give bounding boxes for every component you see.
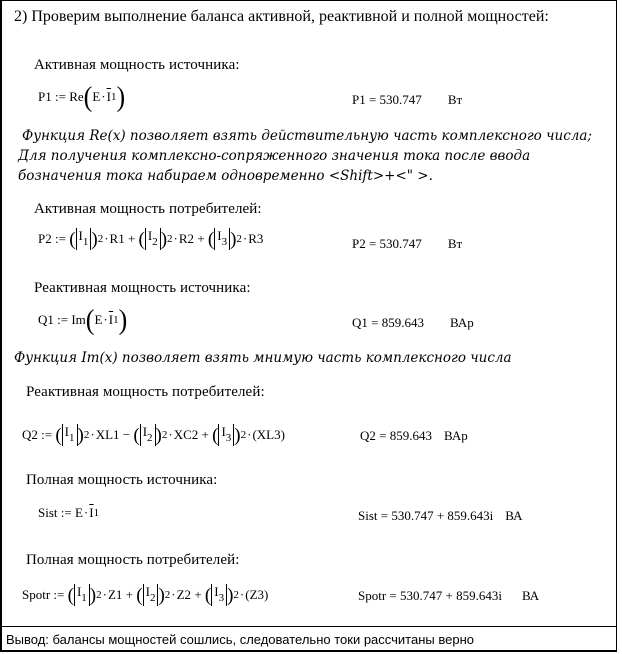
abs-value: $I_2$ [143, 584, 159, 606]
abs-value: $I_3$ [211, 584, 227, 606]
operator: − [122, 427, 131, 442]
heading-spotr: Полная мощность потребителей: [26, 552, 240, 568]
result-sist [358, 508, 523, 524]
factor: XC2 [173, 427, 199, 442]
result-spotr [358, 588, 539, 604]
section-title: 2) Проверим выполнение баланса активной, реактивной и полной мощностей: [14, 8, 549, 25]
exponent: 2 [83, 429, 90, 441]
result-unit: Вт [447, 236, 463, 251]
subscript: 1 [113, 314, 119, 326]
formula-lhs: P1 [38, 89, 52, 104]
result-q1 [352, 315, 474, 331]
abs-value: $I_3$ [218, 424, 234, 446]
exponent: 2 [161, 429, 168, 441]
result-value: Q1 = 859.643 [352, 315, 424, 330]
factor: R1 [109, 231, 125, 246]
heading-sist: Полная мощность источника: [26, 472, 218, 488]
divider [0, 626, 617, 627]
exponent: 2 [96, 589, 102, 601]
exponent: 2 [240, 429, 247, 441]
abs-value: $I_2$ [145, 228, 161, 250]
result-unit: ВА [521, 588, 540, 603]
paren: ) [118, 303, 128, 336]
result-value: P2 = 530.747 [352, 236, 422, 251]
assign-op: := [57, 312, 69, 327]
formula-q2: Q2 := ( $I_1$ ) 2 · XL1 − ( $I_2$ ) 2 · XC2 + ( $I_3$ ) 2 · (XL3) [22, 424, 285, 446]
assign-op: := [54, 89, 66, 104]
factor: (XL3) [252, 427, 285, 442]
exponent: 2 [233, 589, 239, 601]
formula-lhs: Q2 [22, 427, 38, 442]
conclusion: Вывод: балансы мощностей сошлись, следовательно токи рассчитаны верно [6, 632, 474, 647]
formula-lhs: Sist [38, 505, 58, 520]
heading-q2: Реактивная мощность потребителей: [26, 384, 265, 400]
factor: R2 [178, 231, 195, 246]
note-im: Функция Im(x) позволяет взять мнимую часть комплексного числа [14, 350, 512, 366]
result-p1 [352, 92, 462, 108]
formula-p2: P2 := ( $I_1$ ) 2 · R1 + ( $I_2$ ) 2 · R2 + ( $I_3$ ) 2 · R3 [38, 228, 264, 250]
assign-op: := [41, 427, 53, 442]
formula-lhs: Spotr [22, 587, 51, 602]
formula-sist: Sist := E · $\overline{I}$ 1 [38, 505, 100, 520]
exponent: 2 [236, 233, 242, 245]
factor: R3 [248, 231, 264, 246]
result-p2 [352, 236, 462, 252]
assign-op: := [54, 231, 66, 246]
factor: (Z3) [245, 587, 269, 602]
var-E: E [94, 312, 103, 327]
result-unit: Вт [447, 92, 463, 107]
factor: XL1 [95, 427, 120, 442]
formula-lhs: P2 [38, 231, 52, 246]
exponent: 2 [164, 589, 171, 601]
abs-value: $I_3$ [214, 228, 230, 250]
var-I-conj: $\overline{I}$ [106, 89, 111, 104]
subscript: 1 [93, 507, 100, 519]
abs-value: $I_1$ [62, 424, 78, 446]
var-I-conj: $\overline{I}$ [89, 505, 94, 520]
result-q2 [360, 428, 468, 444]
operator: + [127, 231, 136, 246]
function-name: Im [71, 312, 86, 327]
abs-value: $I_1$ [76, 228, 92, 250]
operator: + [201, 427, 209, 442]
heading-p2: Активная мощность потребителей: [34, 201, 262, 217]
heading-p1: Активная мощность источника: [34, 57, 240, 73]
formula-spotr: Spotr := ( $I_1$ ) 2 · Z1 + ( $I_2$ ) 2 · Z2 + ( $I_3$ ) 2 · (Z3) [22, 584, 269, 606]
var-I-conj: $\overline{I}$ [108, 312, 114, 327]
exponent: 2 [167, 233, 173, 245]
heading-q1: Реактивная мощность источника: [34, 280, 251, 296]
function-name: Re [69, 89, 84, 104]
paren: ( [85, 303, 95, 336]
assign-op: := [60, 505, 72, 520]
operator: + [197, 231, 205, 246]
abs-value: $I_2$ [140, 424, 156, 446]
subscript: 1 [110, 91, 117, 103]
result-value: P1 = 530.747 [352, 92, 422, 107]
factor: Z1 [107, 587, 123, 602]
result-unit: ВАр [443, 428, 468, 443]
result-value: Sist = 530.747 + 859.643i [358, 508, 494, 523]
factor: Z2 [176, 587, 192, 602]
formula-lhs: Q1 [38, 312, 54, 327]
operator: + [125, 587, 134, 602]
result-unit: ВАр [449, 315, 474, 330]
formula-p1: P1 := Re ( E · $\overline{I}$ 1 ) [38, 80, 126, 113]
var-E: E [74, 505, 83, 520]
operator: + [194, 587, 202, 602]
abs-value: $I_1$ [74, 584, 90, 606]
note-re-line3: бозначения тока набираем одновременно <Shift>+<" >. [18, 168, 433, 184]
exponent: 2 [97, 233, 104, 245]
note-re-line1: Функция Re(x) позволяет взять действительную часть комплексного числа; [22, 128, 592, 144]
assign-op: := [53, 587, 65, 602]
note-re-line2: Для получения комплексно-сопряженного значения тока после ввода [18, 148, 531, 164]
result-value: Spotr = 530.747 + 859.643i [358, 588, 502, 603]
paren: ) [116, 80, 126, 113]
result-unit: ВА [505, 508, 523, 523]
formula-q1: Q1 := Im ( E · $\overline{I}$ 1 ) [38, 303, 128, 336]
var-E: E [92, 89, 101, 104]
result-value: Q2 = 859.643 [360, 428, 432, 443]
paren: ( [83, 80, 93, 113]
